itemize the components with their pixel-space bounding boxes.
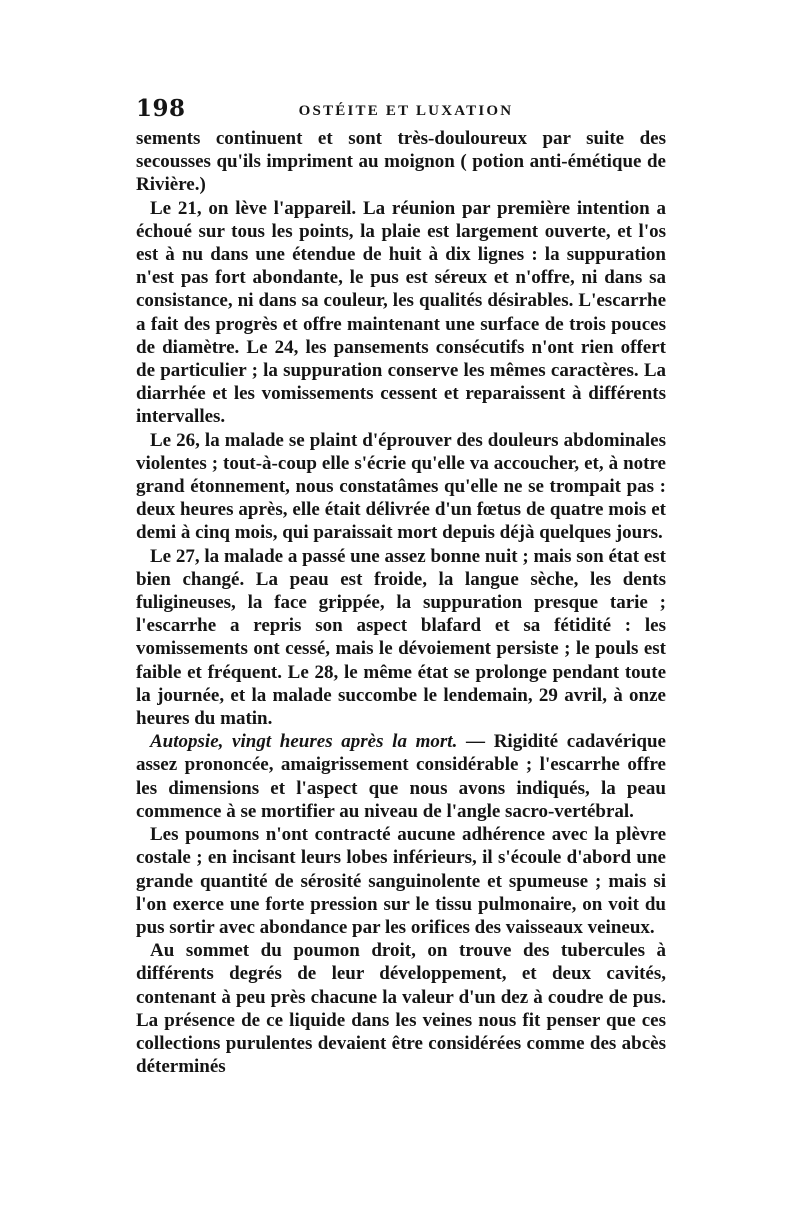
page-number: 198 bbox=[136, 95, 186, 122]
paragraph: sements continuent et sont très-douloureux par suite des secousses qu'ils impriment au moignon ( potion anti-émétique de Rivière.) bbox=[136, 128, 666, 196]
paragraph: Le 21, on lève l'appareil. La réunion par première intention a échoué sur tous les points, la plaie est largement ouverte, et l'os est à nu dans une étendue de huit à dix lignes : la suppuration n'est pas fort abondante, le pus est séreux et n'offre, ni dans sa consistance, ni dans sa couleur, les qualités désirables. L'escarrhe a fait des progrès et offre maintenant une surface de trois pouces de diamètre. Le 24, les pansements consécutifs n'ont rien offert de particulier ; la suppuration conserve les mêmes caractères. La diarrhée et les vomissements cessent et reparaissent à différents intervalles. bbox=[136, 197, 666, 428]
paragraph: Les poumons n'ont contracté aucune adhérence avec la plèvre costale ; en incisant leurs lobes inférieurs, il s'écoule d'abord une grande quantité de sérosité sanguinolente et spumeuse ; mais si l'on exerce une forte pression sur le tissu pulmonaire, on voit du pus sortir avec abondance par les orifices des vaisseaux veineux. bbox=[136, 824, 666, 938]
autopsy-heading: Autopsie, vingt heures après la mort. bbox=[150, 731, 458, 753]
running-title: OSTÉITE ET LUXATION bbox=[298, 103, 514, 119]
paragraph: Le 26, la malade se plaint d'éprouver des douleurs abdominales violentes ; tout-à-coup elle s'écrie qu'elle va accoucher, et, à notre grand étonnement, nous constatâmes qu'elle ne se trompait pas : deux heures après, elle était délivrée d'un fœtus de quatre mois et demi à cinq mois, qui paraissait mort depuis déjà quelques jours. bbox=[136, 429, 666, 544]
body-text bbox=[136, 127, 666, 1078]
paragraph: Au sommet du poumon droit, on trouve des tubercules à différents degrés de leur développement, et deux cavités, contenant à peu près chacune la valeur d'un dez à coudre de pus. La présence de ce liquide dans les veines nous fit penser que ces collections purulentes devaient être considérées comme des abcès déterminés bbox=[136, 940, 666, 1078]
autopsy-text: — Rigidité cadavérique assez prononcée, amaigrissement considérable ; l'escarrhe offre les dimensions et l'aspect que nous avons indiqués, la peau commence à se mortifier au niveau de l'angle sacro-vertébral. bbox=[136, 731, 666, 822]
paragraph-autopsy bbox=[136, 730, 666, 823]
paragraph: Le 27, la malade a passé une assez bonne nuit ; mais son état est bien changé. La peau est froide, la langue sèche, les dents fuligineuses, la face grippée, la suppuration presque tarie ; l'escarrhe a repris son aspect blafard et sa fétidité : les vomissements ont cessé, mais le dévoiement persiste ; le pouls est faible et fréquent. Le 28, le même état se prolonge pendant toute la journée, et la malade succombe le lendemain, 29 avril, à onze heures du matin. bbox=[136, 545, 666, 730]
page-header bbox=[136, 95, 666, 125]
